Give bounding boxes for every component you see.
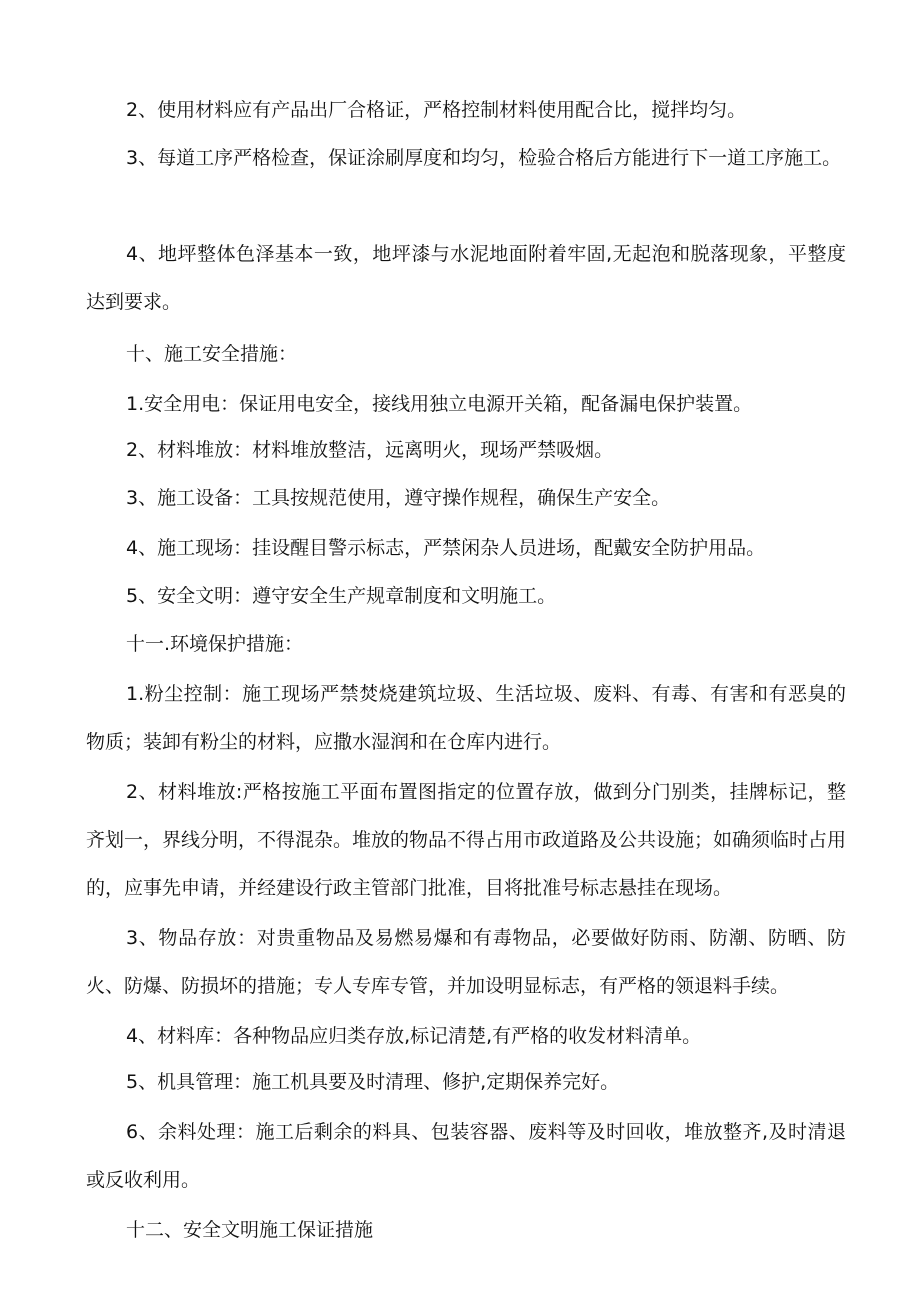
paragraph-text: 6、余料处理：施工后剩余的料具、包装容器、废料等及时回收，堆放整齐,及时清退或反收利用。 [86,1121,846,1191]
paragraph-text: 1.粉尘控制：施工现场严禁焚烧建筑垃圾、生活垃圾、废料、有毒、有害和有恶臭的物质；装卸有粉尘的材料，应撒水湿润和在仓库内进行。 [86,683,846,753]
heading-text: 十一.环境保护措施： [126,633,304,655]
list-item-machinery-management [86,1058,846,1106]
paragraph-text: 4、材料库：各种物品应归类存放,标记清楚,有严格的收发材料清单。 [126,1025,702,1047]
section-heading-safety-measures [86,330,846,378]
paragraph-text: 3、每道工序严格检查，保证涂刷厚度和均匀，检验合格后方能进行下一道工序施工。 [126,147,842,169]
paragraph-text: 5、机具管理：施工机具要及时清理、修护,定期保养完好。 [126,1071,620,1093]
paragraph-text: 4、地坪整体色泽基本一致，地坪漆与水泥地面附着牢固,无起泡和脱落现象，平整度达到要求。 [86,243,846,313]
section-heading-civilized-safety [86,1206,846,1254]
list-item-material-storage [86,426,846,474]
paragraph-text: 4、施工现场：挂设醒目警示标志，严禁闲杂人员进场，配戴安全防护用品。 [126,537,766,559]
list-item-dust-control [86,670,846,766]
list-item-surplus-material [86,1108,846,1204]
list-item-floor-appearance [86,230,846,326]
list-item-material-warehouse [86,1012,846,1060]
list-item-construction-site [86,524,846,572]
paragraph-text: 1.安全用电：保证用电安全，接线用独立电源开关箱，配备漏电保护装置。 [126,393,753,415]
list-item-electrical-safety [86,380,846,428]
paragraph-text: 2、材料堆放:严格按施工平面布置图指定的位置存放，做到分门别类，挂牌标记，整齐划一，界线分明，不得混杂。堆放的物品不得占用市政道路及公共设施；如确须临时占用的，应事先申请，并经建设行政主管部门批准，目将批准号标志悬挂在现场。 [86,781,847,899]
list-item-civilized-construction [86,572,846,620]
list-item-goods-storage [86,914,846,1010]
section-heading-environmental-protection [86,620,846,668]
paragraph-text: 3、物品存放：对贵重物品及易燃易爆和有毒物品，必要做好防雨、防潮、防晒、防火、防爆、防损坏的措施；专人专库专管，并加设明显标志，有严格的领退料手续。 [86,927,846,997]
list-item-process-inspection [86,134,846,182]
list-item-material-certificate [86,86,846,134]
heading-text: 十二、安全文明施工保证措施 [126,1219,374,1241]
list-item-construction-equipment [86,474,846,522]
paragraph-text: 5、安全文明：遵守安全生产规章制度和文明施工。 [126,585,557,607]
paragraph-text: 2、材料堆放：材料堆放整洁，远离明火，现场严禁吸烟。 [126,439,614,461]
heading-text: 十、施工安全措施： [126,343,298,365]
list-item-material-stacking [86,768,846,912]
paragraph-text: 2、使用材料应有产品出厂合格证，严格控制材料使用配合比，搅拌均匀。 [126,99,747,121]
paragraph-text: 3、施工设备：工具按规范使用，遵守操作规程，确保生产安全。 [126,487,671,509]
